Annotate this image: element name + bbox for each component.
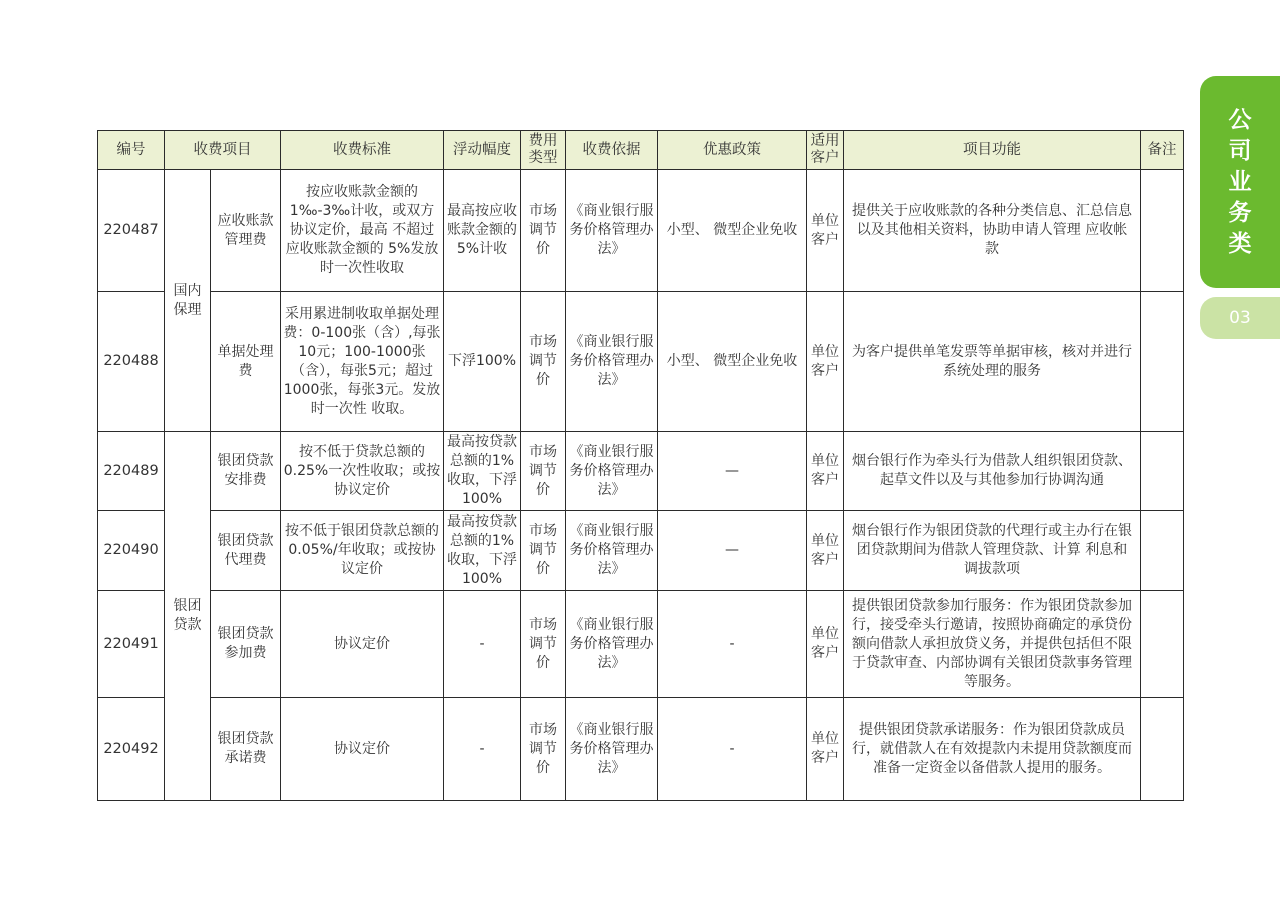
header-policy: 优惠政策 (658, 131, 807, 170)
fee-remark (1141, 511, 1184, 591)
fee-function: 提供银团贷款参加行服务：作为银团贷款参加行，接受牵头行邀请，按照协商确定的承贷份额向借款人承担放贷义务，并提供包括但不限于贷款审查、内部协调有关银团贷款事务管理等服务。 (844, 591, 1141, 698)
table-row (98, 292, 1184, 432)
header-fee-type: 费用类型 (521, 131, 566, 170)
table-row (98, 511, 1184, 591)
fee-policy: — (658, 511, 807, 591)
fee-function: 烟台银行作为银团贷款的代理行或主办行在银团贷款期间为借款人管理贷款、计算 利息和调拔款项 (844, 511, 1141, 591)
fee-function: 提供银团贷款承诺服务：作为银团贷款成员行，就借款人在有效提款内未提用贷款额度而准备一定资金以备借款人提用的服务。 (844, 698, 1141, 801)
fee-remark (1141, 591, 1184, 698)
fee-name: 银团贷款安排费 (211, 432, 281, 511)
fee-float: 最高按贷款总额的1%收取，下浮100% (444, 432, 521, 511)
fee-basis: 《商业银行服务价格管理办法》 (566, 698, 658, 801)
fee-remark (1141, 292, 1184, 432)
fee-code: 220489 (98, 432, 165, 511)
fee-standard: 按不低于银团贷款总额的0.05%/年收取；或按协议定价 (281, 511, 444, 591)
fee-remark (1141, 432, 1184, 511)
fee-remark (1141, 170, 1184, 292)
fee-code: 220491 (98, 591, 165, 698)
fee-policy: — (658, 432, 807, 511)
header-remark: 备注 (1141, 131, 1184, 170)
fee-customer: 单位客户 (807, 432, 844, 511)
fee-basis: 《商业银行服务价格管理办法》 (566, 511, 658, 591)
fee-basis: 《商业银行服务价格管理办法》 (566, 591, 658, 698)
fee-policy: - (658, 591, 807, 698)
fee-function: 提供关于应收账款的各种分类信息、汇总信息以及其他相关资料，协助申请人管理 应收帐款 (844, 170, 1141, 292)
fee-standard: 按不低于贷款总额的0.25%一次性收取；或按协议定价 (281, 432, 444, 511)
header-basis: 收费依据 (566, 131, 658, 170)
fee-customer: 单位客户 (807, 170, 844, 292)
header-item: 收费项目 (165, 131, 281, 170)
section-tab-label: 公司业务类 (1228, 106, 1252, 257)
fee-customer: 单位客户 (807, 698, 844, 801)
fee-policy: - (658, 698, 807, 801)
fee-customer: 单位客户 (807, 511, 844, 591)
header-function: 项目功能 (844, 131, 1141, 170)
fee-customer: 单位客户 (807, 292, 844, 432)
fee-basis: 《商业银行服务价格管理办法》 (566, 170, 658, 292)
fee-code: 220487 (98, 170, 165, 292)
fee-name: 银团贷款参加费 (211, 591, 281, 698)
fee-standard: 采用累进制收取单据处理费：0-100张（含）,每张10元；100-1000张（含），每张5元；超过1000张，每张3元。发放时一次性 收取。 (281, 292, 444, 432)
fee-name: 银团贷款代理费 (211, 511, 281, 591)
fee-function: 为客户提供单笔发票等单据审核，核对并进行系统处理的服务 (844, 292, 1141, 432)
fee-remark (1141, 698, 1184, 801)
fee-standard: 按应收账款金额的1‰-3‰计收，或双方协议定价，最高 不超过应收账款金额的 5%发放时一次性收取 (281, 170, 444, 292)
header-customer: 适用客户 (807, 131, 844, 170)
fee-name: 单据处理费 (211, 292, 281, 432)
fee-policy: 小型、 微型企业免收 (658, 292, 807, 432)
fee-code: 220490 (98, 511, 165, 591)
fee-float: 最高按贷款总额的1%收取，下浮100% (444, 511, 521, 591)
fee-name: 银团贷款承诺费 (211, 698, 281, 801)
fee-float: 最高按应收账款金额的5%计收 (444, 170, 521, 292)
header-row (98, 131, 1184, 170)
fee-basis: 《商业银行服务价格管理办法》 (566, 292, 658, 432)
fee-basis: 《商业银行服务价格管理办法》 (566, 432, 658, 511)
fee-type: 市场调节价 (521, 511, 566, 591)
fee-code: 220488 (98, 292, 165, 432)
fee-policy: 小型、 微型企业免收 (658, 170, 807, 292)
fee-name: 应收账款管理费 (211, 170, 281, 292)
section-tab (1200, 76, 1280, 288)
fee-customer: 单位客户 (807, 591, 844, 698)
fee-float: - (444, 698, 521, 801)
group-label-syndicated: 银团贷款 (165, 432, 211, 801)
header-standard: 收费标准 (281, 131, 444, 170)
fee-float: - (444, 591, 521, 698)
fee-type: 市场调节价 (521, 591, 566, 698)
fee-standard: 协议定价 (281, 698, 444, 801)
fee-type: 市场调节价 (521, 170, 566, 292)
fee-code: 220492 (98, 698, 165, 801)
table-row (98, 698, 1184, 801)
page-number: 03 (1200, 297, 1280, 339)
header-float: 浮动幅度 (444, 131, 521, 170)
fee-schedule-table (97, 130, 1184, 801)
fee-function: 烟台银行作为牵头行为借款人组织银团贷款、起草文件以及与其他参加行协调沟通 (844, 432, 1141, 511)
group-label-factoring: 国内保理 (165, 170, 211, 432)
header-code: 编号 (98, 131, 165, 170)
fee-type: 市场调节价 (521, 432, 566, 511)
table-row (98, 591, 1184, 698)
fee-type: 市场调节价 (521, 698, 566, 801)
fee-type: 市场调节价 (521, 292, 566, 432)
table-row (98, 432, 1184, 511)
fee-float: 下浮100% (444, 292, 521, 432)
table-row (98, 170, 1184, 292)
fee-standard: 协议定价 (281, 591, 444, 698)
